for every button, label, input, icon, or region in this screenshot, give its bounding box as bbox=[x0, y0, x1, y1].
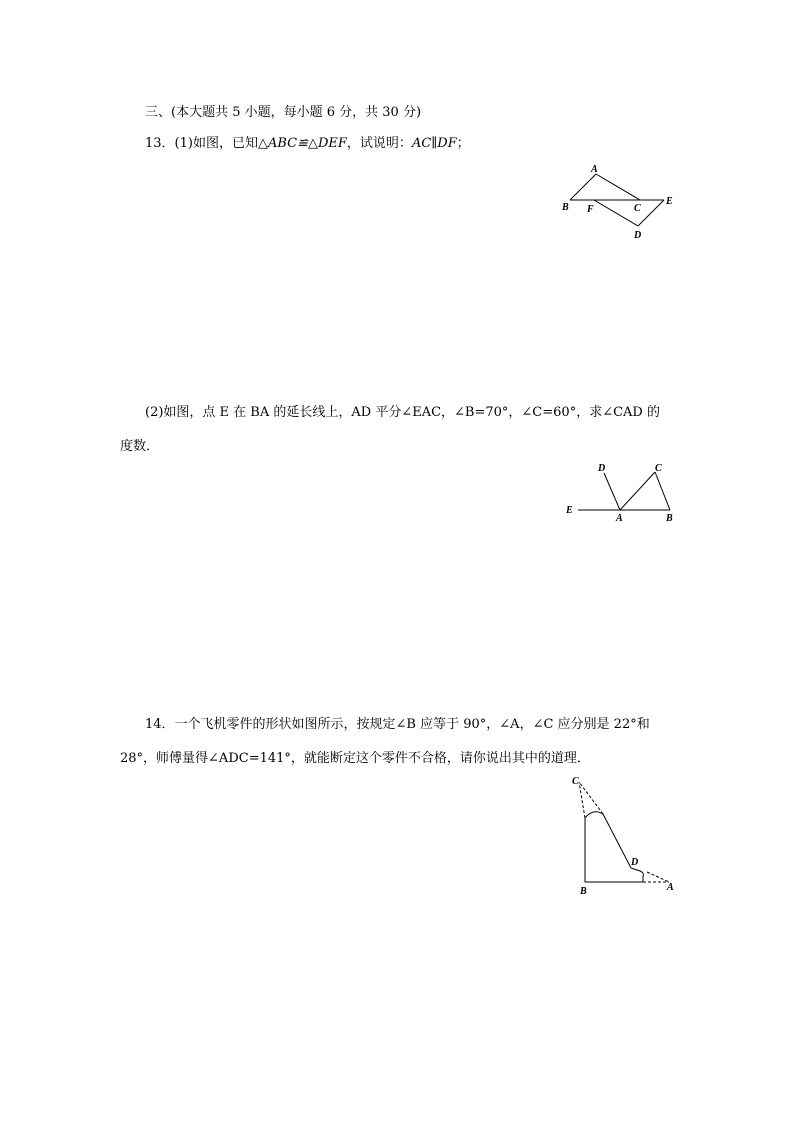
label-c: C bbox=[634, 203, 641, 214]
part-outline bbox=[585, 812, 643, 882]
label-d: D bbox=[598, 463, 606, 474]
label-d: D bbox=[634, 230, 642, 241]
label-f: F bbox=[587, 204, 594, 215]
section-heading: 三、(本大题共 5 小题，每小题 6 分，共 30 分) bbox=[145, 105, 422, 120]
segment-a-c bbox=[596, 174, 640, 200]
segment-f-d bbox=[594, 200, 638, 226]
segment-c-b bbox=[655, 472, 670, 510]
q13-number: 13． bbox=[145, 136, 175, 151]
segment-a-d bbox=[604, 473, 620, 510]
q13-part1-text bbox=[145, 135, 470, 153]
q13-part1-target: AC∥DF bbox=[411, 136, 457, 151]
figure-q13-part1 bbox=[560, 160, 680, 240]
dashed-c-right bbox=[579, 782, 603, 814]
label-b: B bbox=[562, 202, 569, 213]
q14-line1: 14．一个飞机零件的形状如图所示，按规定∠B 应等于 90°，∠A，∠C 应分别是 22°和 bbox=[145, 717, 650, 732]
q14-line2: 28°，师傅量得∠ADC=141°，就能断定这个零件不合格，请你说出其中的道理． bbox=[120, 751, 590, 766]
q13-part1-intro: (1)如图，已知 bbox=[174, 136, 258, 151]
q13-part1-given: △ABC≌△DEF bbox=[257, 136, 347, 151]
label-e: E bbox=[666, 196, 673, 207]
q13-part2-line1: (2)如图，点 E 在 BA 的延长线上，AD 平分∠EAC，∠B=70°，∠C=60°，求∠CAD 的 bbox=[145, 405, 660, 420]
q13-part1-end: ； bbox=[456, 136, 470, 151]
q13-part1-ask: ，试说明： bbox=[346, 136, 412, 151]
label-a: A bbox=[667, 882, 674, 893]
label-b: B bbox=[580, 886, 587, 897]
segment-a-c bbox=[620, 472, 655, 510]
figure-q14 bbox=[565, 770, 685, 900]
dashed-a-upper bbox=[647, 872, 669, 882]
label-b: B bbox=[666, 513, 673, 524]
figure-q13-part2 bbox=[560, 460, 680, 525]
q13-part2-line2: 度数． bbox=[120, 439, 160, 454]
segment-d-e bbox=[638, 200, 664, 226]
label-c: C bbox=[572, 776, 579, 787]
label-a: A bbox=[591, 164, 598, 175]
label-c: C bbox=[655, 463, 662, 474]
dashed-c-upper bbox=[579, 782, 585, 818]
label-e: E bbox=[566, 505, 573, 516]
label-d: D bbox=[631, 857, 639, 868]
label-a: A bbox=[616, 513, 623, 524]
segment-b-a bbox=[570, 174, 596, 200]
